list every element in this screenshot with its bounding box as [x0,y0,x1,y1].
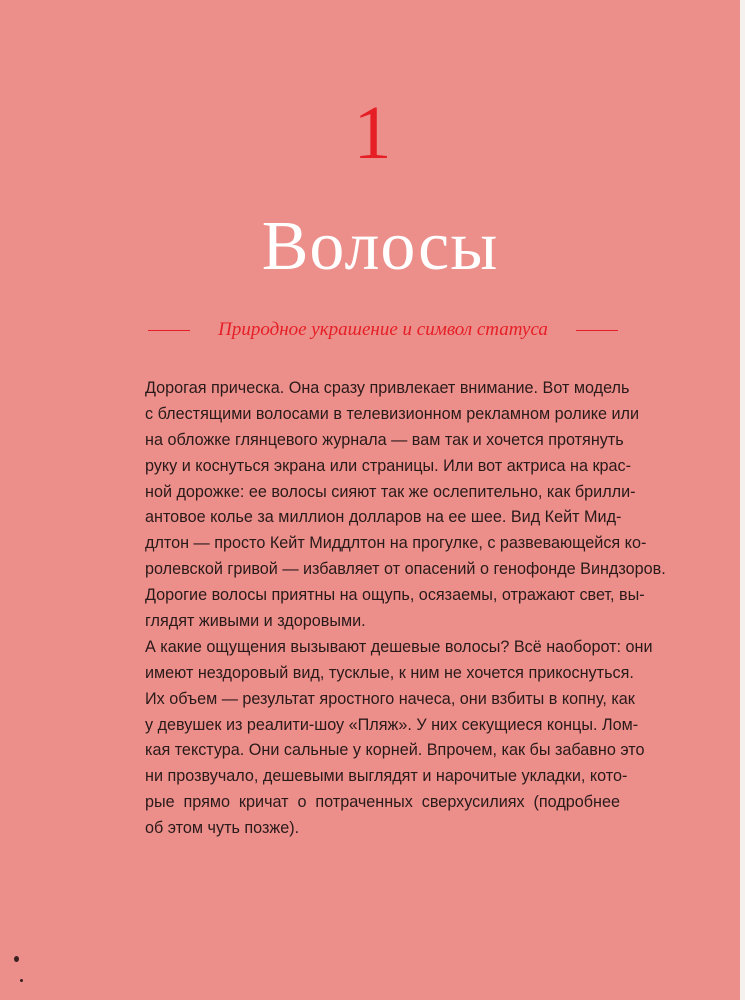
body-line: Дорогая прическа. Она сразу привлекает внимание. Вот модель [145,379,630,397]
body-line: рые прямо кричат о потраченных сверхусилиях (подробнее [145,793,620,812]
scan-speck [20,979,23,982]
subtitle-rule-left [148,330,190,331]
body-line: об этом чуть позже). [145,819,300,838]
body-line: Дорогие волосы приятны на ощупь, осязаемы, отражают свет, вы- [145,586,645,605]
scan-speck [14,956,19,962]
chapter-subtitle: Природное украшение и символ статуса [218,319,548,340]
body-line: с блестящими волосами в телевизионном рекламном ролике или [145,404,640,423]
body-line: Их объем — результат яростного начеса, они взбиты в копну, как [145,689,635,708]
body-line: имеют нездоровый вид, тусклые, к ним не хочется прикоснуться. [145,663,634,682]
body-line: на обложке глянцевого журнала — вам так и хочется протянуть [145,430,624,449]
body-line: глядят живыми и здоровыми. [145,612,366,631]
subtitle-rule-right [576,330,618,331]
chapter-subtitle-row [148,315,618,345]
body-line: длтон — просто Кейт Миддлтон на прогулке, с развевающейся ко- [145,534,647,553]
body-line: А какие ощущения вызывают дешевые волосы? Всё наоборот: они [145,637,653,656]
body-line: ной дорожке: ее волосы сияют так же ослепительно, как брилли- [145,482,636,501]
chapter-title: Волосы [261,208,499,285]
body-line: ролевской гривой — избавляет от опасений о генофонде Виндзоров. [145,560,666,579]
body-line: у девушек из реалити-шоу «Пляж». У них секущиеся концы. Лом- [145,715,639,734]
body-line: ни прозвучало, дешевыми выглядят и нарочитые укладки, кото- [145,767,628,786]
body-text [145,376,666,842]
body-line: руку и коснуться экрана или страницы. Или вот актриса на крас- [145,456,632,475]
body-line: кая текстура. Они сальные у корней. Впрочем, как бы забавно это [145,741,645,760]
page-edge [740,0,745,1000]
body-line: антовое колье за миллион долларов на ее шее. Вид Кейт Мид- [145,508,622,527]
chapter-number: 1 [353,91,392,175]
